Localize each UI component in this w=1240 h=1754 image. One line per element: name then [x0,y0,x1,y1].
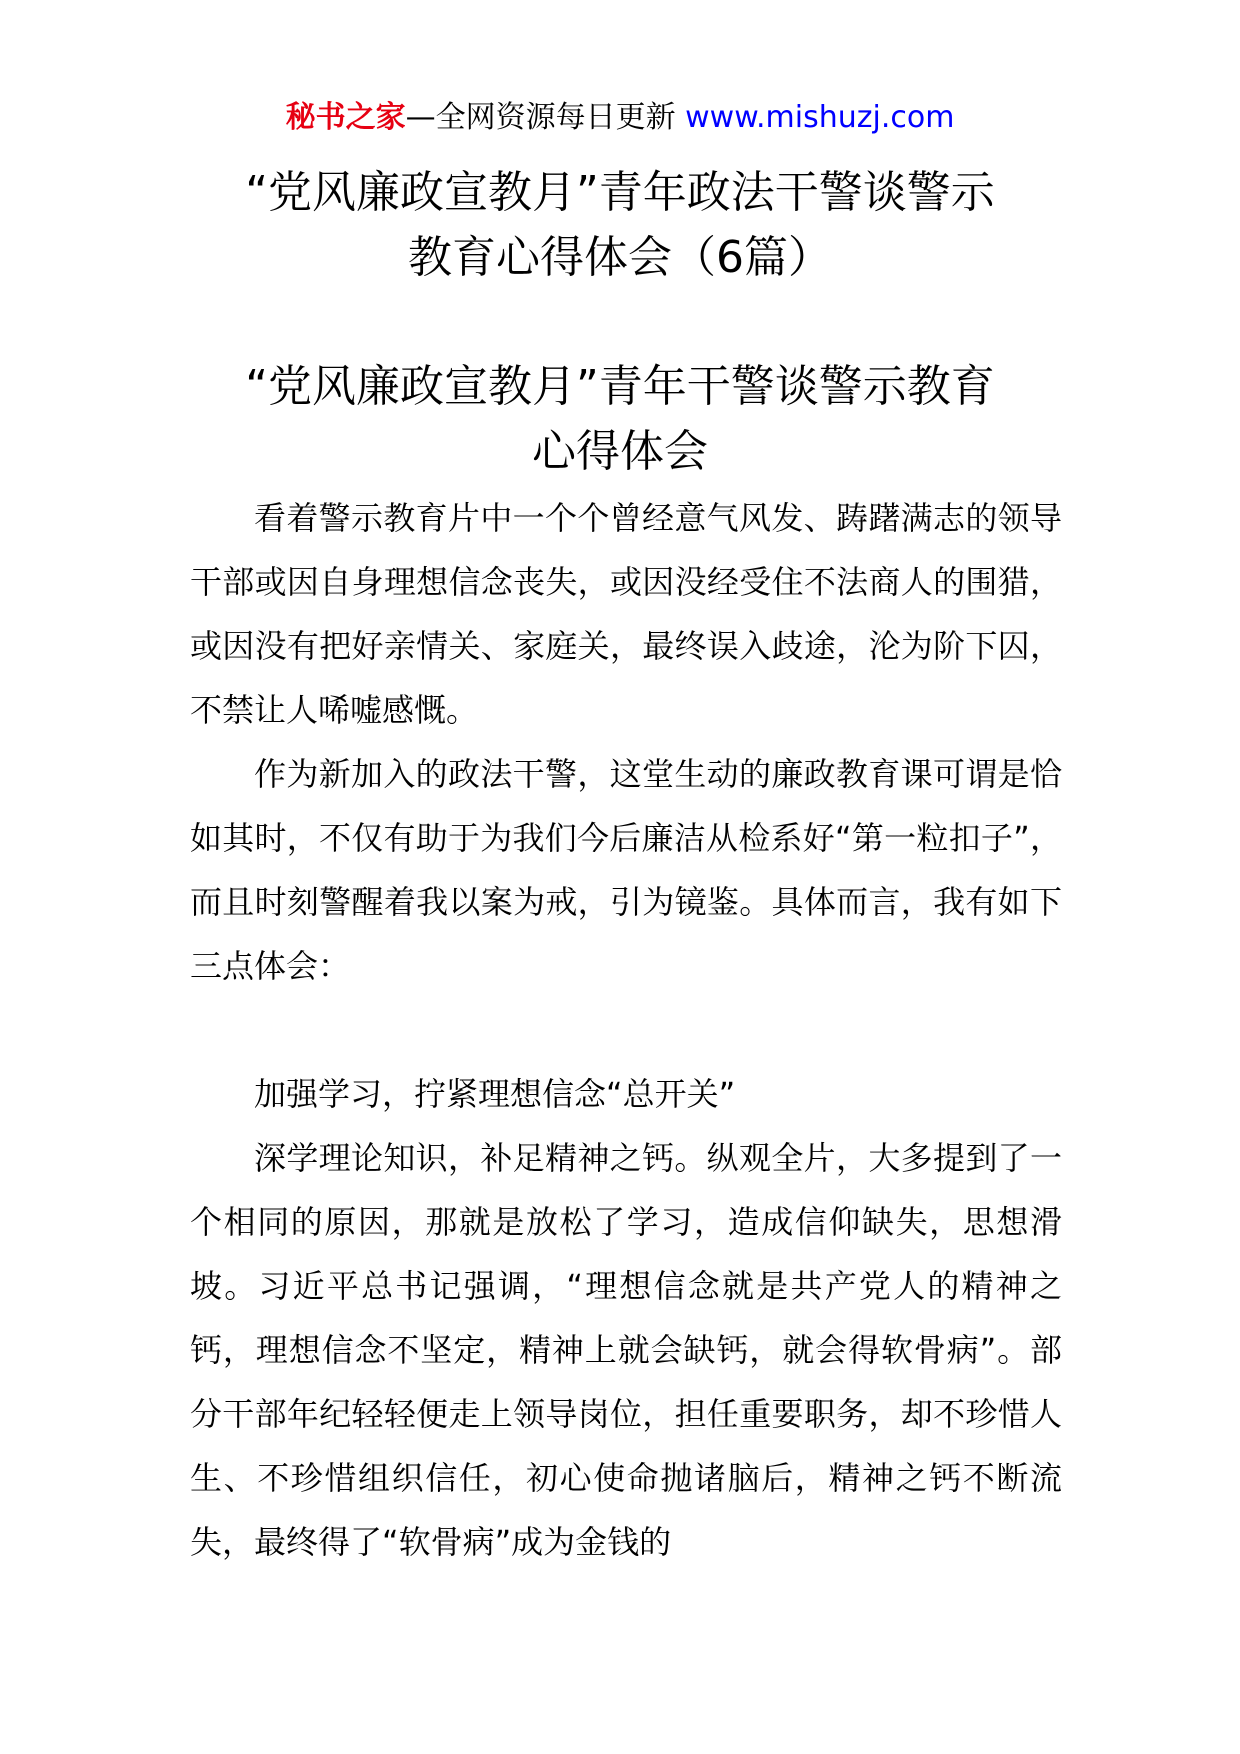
document-title-line-1: “党风廉政宣教月”青年政法干警谈警示 [245,167,995,218]
site-url-link[interactable]: www.mishuzj.com [685,100,955,135]
brand-name: 秘书之家 [285,100,406,135]
body-paragraph-1: 看着警示教育片中一个个曾经意气风发、踌躇满志的领导干部或因自身理想信念丧失，或因没经受住不法商人的围猎，或因没有把好亲情关、家庭关，最终误入歧途，沦为阶下囚，不禁让人唏嘘感慨。 [190,499,1062,729]
body-paragraph-2: 作为新加入的政法干警，这堂生动的廉政教育课可谓是恰如其时，不仅有助于为我们今后廉洁从检系好“第一粒扣子”，而且时刻警醒着我以案为戒，引为镜鉴。具体而言，我有如下三点体会： [190,755,1062,985]
header-tagline: —全网资源每日更新 [405,100,676,135]
site-header [0,98,1240,138]
article-title-line-2: 心得体会 [532,426,708,477]
document-title-line-2: 教育心得体会（6篇） [408,232,832,283]
section-heading: 加强学习，拧紧理想信念“总开关” [254,1075,736,1113]
article-title-line-1: “党风廉政宣教月”青年干警谈警示教育 [245,361,995,412]
body-paragraph-3: 深学理论知识，补足精神之钙。纵观全片，大多提到了一个相同的原因，那就是放松了学习，造成信仰缺失，思想滑坡。习近平总书记强调，“理想信念就是共产党人的精神之钙，理想信念不坚定，精神上就会缺钙，就会得软骨病”。部分干部年纪轻轻便走上领导岗位，担任重要职务，却不珍惜人生、不珍惜组织信任，初心使命抛诸脑后，精神之钙不断流失，最终得了“软骨病”成为金钱的 [190,1139,1062,1561]
